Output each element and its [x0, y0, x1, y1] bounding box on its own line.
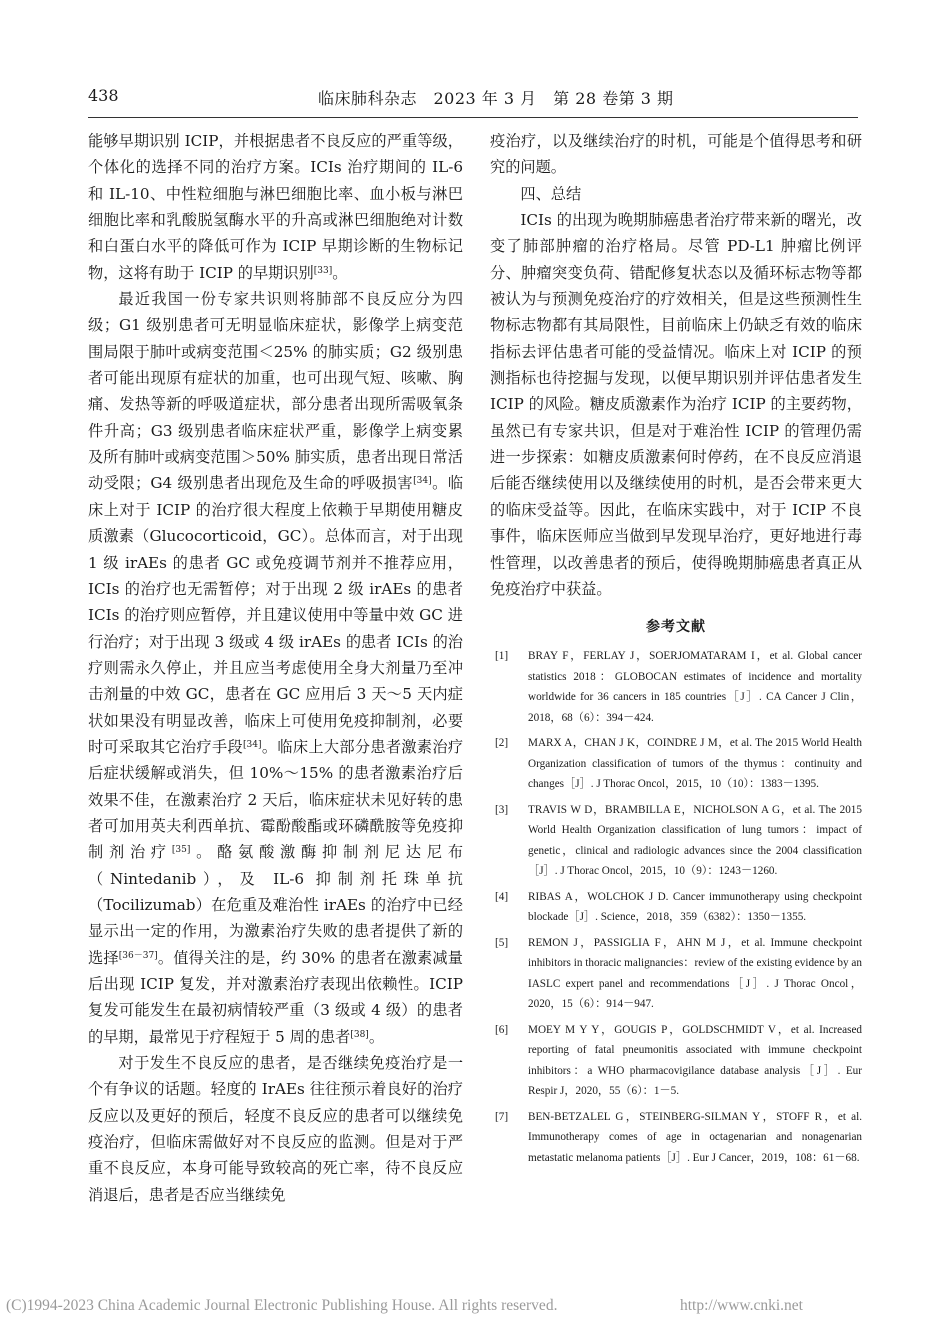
- citation[interactable]: [34]: [243, 739, 262, 750]
- citation[interactable]: [34]: [413, 476, 432, 487]
- right-column: [490, 128, 862, 1173]
- page-number: 438: [88, 86, 119, 105]
- paragraph-grading-treatment: 最近我国一份专家共识则将肺部不良反应分为四级；G1 级别患者可无明显临床症状，影像学上病变范围局限于肺叶或病变范围＜25% 的肺实质；G2 级别患者可能出现原有症状的加重，也可出现气短、咳嗽、胸痛、发热等新的呼吸道症状，部分患者出现所需吸氧条件升高；G3 级别患者临床症状严重，影像学上病变累及所有肺叶或病变范围＞50% 肺实质，患者出现日常活动受限；G4 级别患者出现危及生命的呼吸损害[34]。临床上对于 ICIP 的治疗很大程度上依赖于早期使用糖皮质激素（Glucocorticoid，GC）。总体而言，对于出现 1 级 irAEs 的患者 GC 或免疫调节剂并不推荐应用，ICIs 的治疗也无需暂停；对于出现 2 级 irAEs 的患者 ICIs 的治疗则应暂停，并且建议使用中等量中效 GC 进行治疗；对于出现 3 级或 4 级 irAEs 的患者 ICIs 的治疗则需永久停止，并且应当考虑使用全身大剂量乃至冲击剂量的中效 GC，患者在 GC 应用后 3 天～5 天内症状如果没有明显改善，临床上可使用免疫抑制剂，必要时可采取其它治疗手段[34]。临床上大部分患者激素治疗后症状缓解或消失，但 10%～15% 的患者激素治疗后效果不佳，在激素治疗 2 天后，临床症状未见好转的患者可加用英夫利西单抗、霉酚酸酯或环磷酰胺等免疫抑制剂治疗[35]。酪氨酸激酶抑制剂尼达尼布（Nintedanib），及 IL-6 抑制剂托珠单抗（Tocilizumab）在危重及难治性 irAEs 的治疗中已经显示出一定的作用，为激素治疗失败的患者提供了新的选择[36－37]。值得关注的是，约 30% 的患者在激素减量后出现 ICIP 复发，并对激素治疗表现出依赖性。ICIP 复发可能发生在最初病情较严重（3 级或 4 级）的患者的早期，最常见于疗程短于 5 周的患者[38]。: [88, 290, 464, 1046]
- reference-item: [3] TRAVIS W D，BRAMBILLA E，NICHOLSON A G，et al. The 2015 World Health Organization classification of lung tumors：impact of genetic，clinical and radiologic advances since the 2004 classification［J］. J Thorac Oncol，2015，10（9）：1243－1260.: [495, 803, 862, 878]
- references-title: 参考文献: [646, 619, 706, 636]
- paragraph-early-identification: 能够早期识别 ICIP，并根据患者不良反应的严重等级，个体化的选择不同的治疗方案。ICIs 治疗期间的 IL-6 和 IL-10、中性粒细胞与淋巴细胞比率、血小板与淋巴细胞比率和乳酸脱氢酶水平的升高或淋巴细胞绝对计数和白蛋白水平的降低可作为 ICIP 早期诊断的生物标记物，这将有助于 ICIP 的早期识别[33]。: [88, 132, 463, 282]
- reference-item: [5] REMON J，PASSIGLIA F，AHN M J，et al. Immune checkpoint inhibitors in thoracic malignancies：review of the existing evidence by an IASLC expert panel and recommendations［J］. J Thorac Oncol，2020，15（6）：914－947.: [495, 936, 862, 1011]
- citation[interactable]: [33]: [313, 265, 333, 276]
- left-column: [88, 128, 463, 1208]
- reference-item: [2] MARX A，CHAN J K，COINDRE J M，et al. The 2015 World Health Organization classification of tumors of the thymus：continuity and changes［J］. J Thorac Oncol，2015，10（10）：1383－1395.: [495, 737, 862, 791]
- header-rule: [88, 117, 858, 118]
- reference-item: [4] RIBAS A，WOLCHOK J D. Cancer immunotherapy using checkpoint blockade［J］. Science，2018，359（6382）：1350－1355.: [495, 890, 862, 924]
- citation[interactable]: [35]: [171, 845, 191, 856]
- paragraph-continue-immunotherapy: 对于发生不良反应的患者，是否继续免疫治疗是一个有争议的话题。轻度的 IrAEs 往往预示着良好的治疗反应以及更好的预后，轻度不良反应的患者可以继续免疫治疗，但临床需做好对不良反应的监测。但是对于严重不良反应，本身可能导致较高的死亡率，待不良反应消退后，患者是否应当继续免: [88, 1054, 463, 1204]
- footer-url-link[interactable]: http://www.cnki.net: [680, 1297, 803, 1314]
- citation[interactable]: [36－37]: [118, 950, 158, 961]
- section-heading-summary: 四、总结: [520, 184, 582, 203]
- reference-item: [6] MOEY M Y Y，GOUGIS P，GOLDSCHMIDT V，et al. Increased reporting of fatal pneumonitis associated with immune checkpoint inhibitors：a WHO pharmacovigilance database analysis［J］. Eur Respir J，2020，55（6）：1－5.: [495, 1023, 862, 1098]
- page-header: [88, 86, 858, 112]
- citation[interactable]: [38]: [350, 1029, 369, 1040]
- running-title: 临床肺科杂志 2023 年 3 月 第 28 卷第 3 期: [318, 89, 674, 108]
- copyright-footer: (C)1994-2023 China Academic Journal Electronic Publishing House. All rights reserved.: [6, 1297, 558, 1314]
- paragraph-continuation: 疫治疗，以及继续治疗的时机，可能是个值得思考和研究的问题。: [490, 132, 862, 177]
- paragraph-summary: ICIs 的出现为晚期肺癌患者治疗带来新的曙光，改变了肺部肿瘤的治疗格局。尽管 PD-L1 肿瘤比例评分、肿瘤突变负荷、错配修复状态以及循环标志物等都被认为与预测免疫治疗的疗效相关，但是这些预测性生物标志物都有其局限性，目前临床上仍缺乏有效的临床指标去评估患者可能的受益情况。临床上对 ICIP 的预测指标也待挖掘与发现，以便早期识别并评估患者发生 ICIP 的风险。糖皮质激素作为治疗 ICIP 的主要药物，虽然已有专家共识，但是对于难治性 ICIP 的管理仍需进一步探索：如糖皮质激素何时停药，在不良反应消退后能否继续使用以及继续使用的时机，是否会带来更大的临床受益等。因此，在临床实践中，对于 ICIP 不良事件，临床医师应当做到早发现早治疗，更好地进行毒性管理，以改善患者的预后，使得晚期肺癌患者真正从免疫治疗中获益。: [490, 211, 862, 598]
- reference-list: [490, 646, 862, 1168]
- reference-item: [7] BEN-BETZALEL G，STEINBERG-SILMAN Y，STOFF R，et al. Immunotherapy comes of age in octagenarian and nonagenarian metastatic melanoma patients［J］. Eur J Cancer，2019，108：61－68.: [495, 1110, 862, 1164]
- reference-item: [1] BRAY F，FERLAY J，SOERJOMATARAM I，et al. Global cancer statistics 2018：GLOBOCAN estimates of incidence and mortality worldwide for 36 cancers in 185 countries［J］. CA Cancer J Clin，2018，68（6）：394－424.: [495, 650, 862, 724]
